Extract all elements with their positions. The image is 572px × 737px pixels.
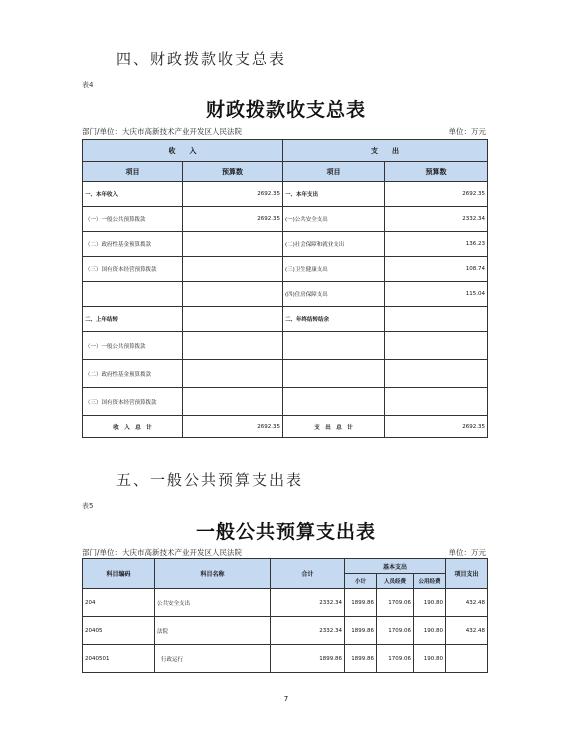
row-right-value: 2332.34 (385, 207, 488, 232)
row-right-value: 115.04 (385, 282, 488, 307)
col-subtotal-header: 小计 (345, 574, 377, 589)
col-budget-header: 预算数 (385, 162, 488, 182)
table-row (83, 207, 488, 232)
row-left-value (183, 257, 283, 282)
row-left-value (183, 232, 283, 257)
row-public: 190.80 (414, 617, 446, 645)
row-left-value: 2692.35 (183, 207, 283, 232)
table-row (83, 182, 488, 207)
row-public: 190.80 (414, 645, 446, 673)
table-row (83, 282, 488, 307)
table-row (83, 617, 488, 645)
row-project: 432.48 (446, 589, 488, 617)
section5-dept: 部门/单位：大庆市高新技术产业开发区人民法院 (82, 548, 243, 557)
row-left-value: 2692.35 (183, 182, 283, 207)
row-right-value (385, 388, 488, 416)
row-right-item: 一、本年支出 (283, 182, 385, 207)
row-name: 公共安全支出 (155, 589, 271, 617)
row-total: 2332.34 (271, 617, 345, 645)
total-income-label: 收 入 总 计 (83, 416, 183, 438)
row-right-item: (四)住房保障支出 (283, 282, 385, 307)
row-left-item (83, 282, 183, 307)
row-personnel: 1709.06 (377, 645, 414, 673)
income-header: 收 入 (83, 140, 283, 162)
col-budget-header: 预算数 (183, 162, 283, 182)
section5-title: 一般公共预算支出表 (195, 521, 376, 543)
row-personnel: 1709.06 (377, 589, 414, 617)
table-row (83, 257, 488, 282)
section5-heading: 五、一般公共预算支出表 (116, 471, 304, 489)
row-left-value (183, 360, 283, 388)
section5-unit: 单位：万元 (448, 548, 486, 557)
row-name: 法院 (155, 617, 271, 645)
table-row (83, 589, 488, 617)
fiscal-summary-table (82, 139, 488, 438)
row-left-value (183, 388, 283, 416)
row-code: 204 (83, 589, 155, 617)
col-total-header: 合计 (271, 559, 345, 589)
section5-table-number: 表5 (82, 502, 94, 510)
row-left-value (183, 282, 283, 307)
row-right-value: 2692.35 (385, 182, 488, 207)
row-name: 行政运行 (155, 645, 271, 673)
row-total: 1899.86 (271, 645, 345, 673)
table-row (83, 645, 488, 673)
col-item-header: 项目 (83, 162, 183, 182)
col-project-header: 项目支出 (446, 559, 488, 589)
row-left-item: （一）一般公共预算拨款 (83, 207, 183, 232)
row-right-item (283, 332, 385, 360)
row-right-value (385, 307, 488, 332)
row-left-item: （二）政府性基金预算拨款 (83, 360, 183, 388)
row-right-value: 108.74 (385, 257, 488, 282)
col-name-header: 科目名称 (155, 559, 271, 589)
row-right-item: (一)公共安全支出 (283, 207, 385, 232)
row-code: 2040501 (83, 645, 155, 673)
row-subtotal: 1899.86 (345, 589, 377, 617)
col-code-header: 科目编码 (83, 559, 155, 589)
row-right-item (283, 360, 385, 388)
row-total: 2332.34 (271, 589, 345, 617)
col-personnel-header: 人员经费 (377, 574, 414, 589)
col-public-header: 公用经费 (414, 574, 446, 589)
col-basic-header: 基本支出 (345, 559, 446, 574)
row-left-item: （三）国有资本经营预算拨款 (83, 388, 183, 416)
total-expense-label: 支 出 总 计 (283, 416, 385, 438)
expense-header: 支 出 (283, 140, 488, 162)
row-public: 190.80 (414, 589, 446, 617)
row-right-value: 136.23 (385, 232, 488, 257)
row-right-value (385, 360, 488, 388)
row-code: 20405 (83, 617, 155, 645)
page-number: 7 (283, 695, 289, 703)
row-project: 432.48 (446, 617, 488, 645)
total-row (83, 416, 488, 438)
total-income-value: 2692.35 (183, 416, 283, 438)
row-left-item: 一、本年收入 (83, 182, 183, 207)
row-right-item (283, 388, 385, 416)
table-row (83, 360, 488, 388)
section4-dept: 部门/单位：大庆市高新技术产业开发区人民法院 (82, 127, 243, 136)
row-personnel: 1709.06 (377, 617, 414, 645)
row-left-value (183, 332, 283, 360)
row-right-value (385, 332, 488, 360)
row-subtotal: 1899.86 (345, 645, 377, 673)
general-budget-table (82, 558, 488, 673)
section4-table-number: 表4 (82, 81, 94, 89)
table-row (83, 332, 488, 360)
section4-heading: 四、财政拨款收支总表 (116, 50, 287, 68)
total-expense-value: 2692.35 (385, 416, 488, 438)
table-row (83, 307, 488, 332)
col-item-header: 项目 (283, 162, 385, 182)
row-right-item: (二)社会保障和就业支出 (283, 232, 385, 257)
row-right-item: (三)卫生健康支出 (283, 257, 385, 282)
row-project (446, 645, 488, 673)
row-left-item: （一）一般公共预算拨款 (83, 332, 183, 360)
section4-title: 财政拨款收支总表 (205, 99, 366, 121)
row-subtotal: 1899.86 (345, 617, 377, 645)
row-left-item: （二）政府性基金预算拨款 (83, 232, 183, 257)
row-right-item: 二、年终结转结余 (283, 307, 385, 332)
row-left-item: 二、上年结转 (83, 307, 183, 332)
section4-unit: 单位：万元 (448, 127, 486, 136)
table-row (83, 388, 488, 416)
row-left-item: （三）国有资本经营预算拨款 (83, 257, 183, 282)
table-row (83, 232, 488, 257)
row-left-value (183, 307, 283, 332)
